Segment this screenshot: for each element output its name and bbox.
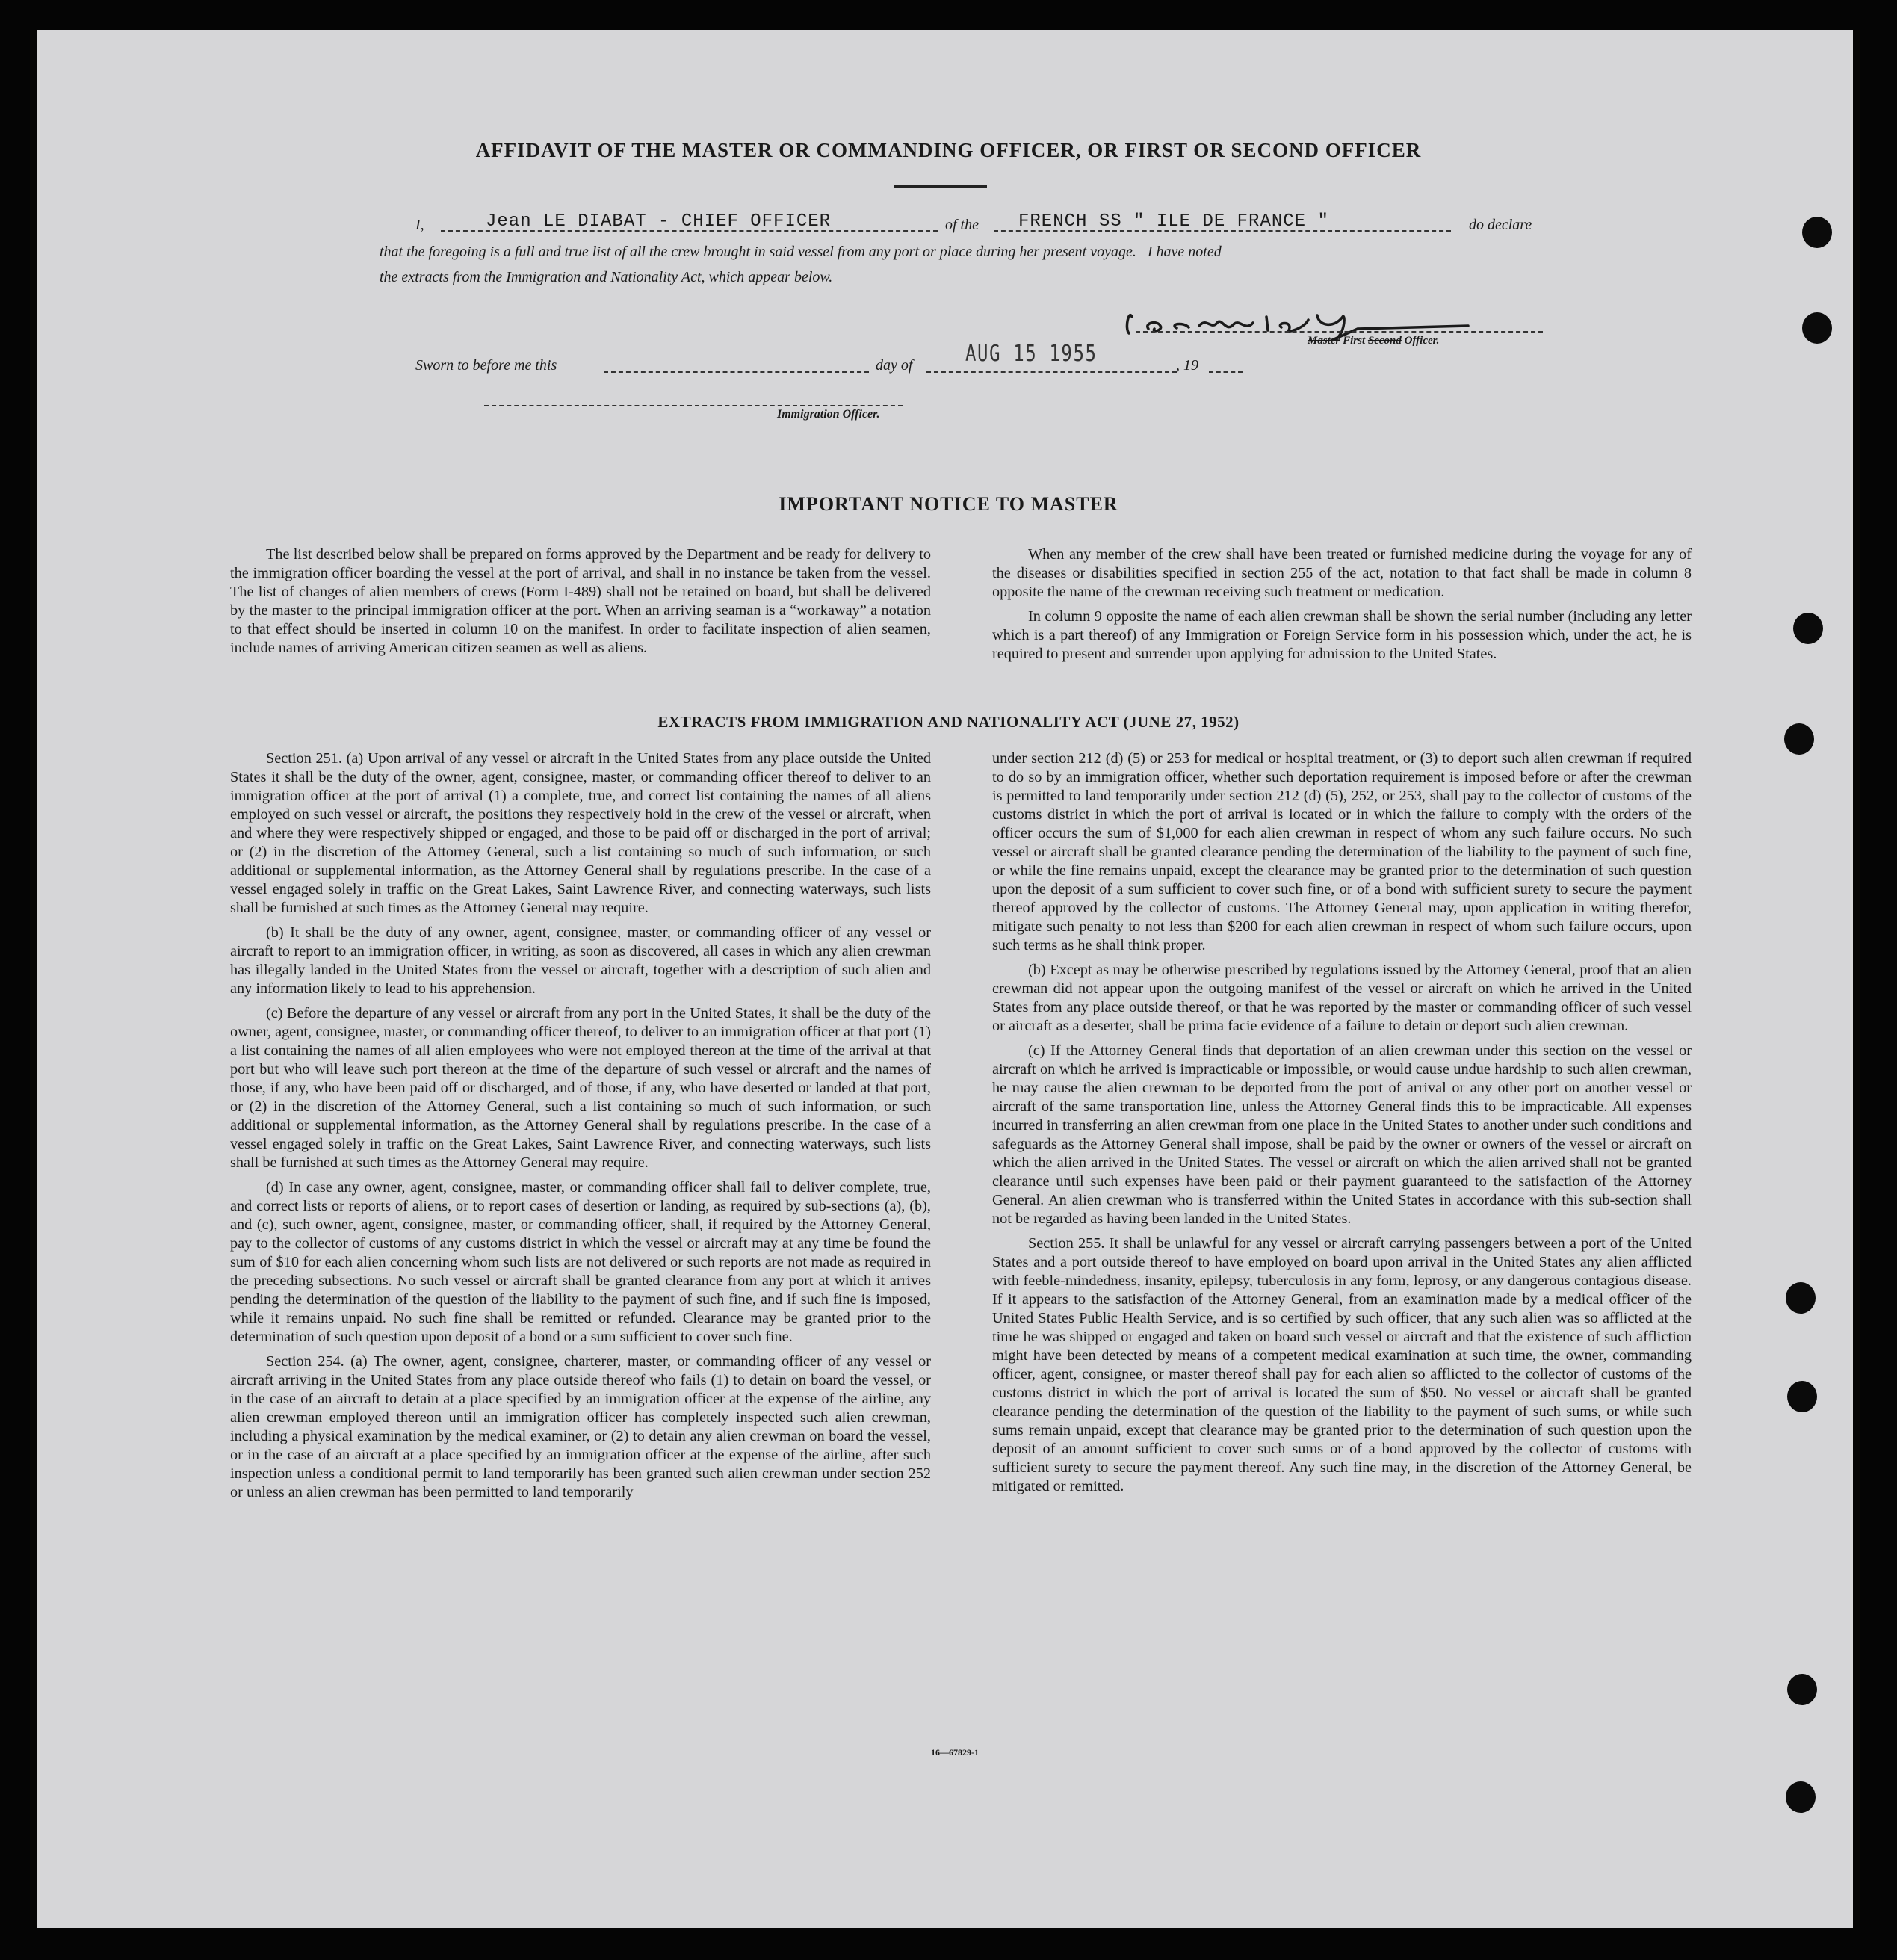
notice-title: IMPORTANT NOTICE TO MASTER bbox=[779, 493, 1118, 515]
extracts-left-column bbox=[230, 749, 931, 1508]
sworn-label: Sworn to before me this bbox=[415, 357, 557, 374]
notice-paragraph: In column 9 opposite the name of each alien crewman shall be shown the serial number (including any letter which is a part thereof) of any Immigration or Foreign Service form in his possession which, under the act, he is required to present and surrender upon applying for admission to the United States. bbox=[992, 608, 1692, 662]
declaration-line-2: that the foregoing is a full and true list of all the crew brought in said vessel from any port or place during her present voyage. I have noted bbox=[380, 244, 1222, 260]
punch-hole bbox=[1802, 312, 1832, 344]
notice-right-column bbox=[992, 545, 1692, 670]
first-label: First bbox=[1343, 335, 1366, 347]
punch-hole bbox=[1787, 1674, 1817, 1705]
act-section-paragraph: (b) Except as may be otherwise prescribed by regulations issued by the Attorney General, proof that an alien crewman did not appear upon the outgoing manifest of the vessel or aircraft on which he arrived in the United States from any place outside thereof, or that he was reported by the master or commanding officer of such vessel or aircraft as a deserter, shall be prima facie evidence of a failure to detain or deport such alien crewman. bbox=[992, 962, 1692, 1034]
struck-second: Second bbox=[1367, 335, 1402, 347]
act-section-paragraph: Section 255. It shall be unlawful for any vessel or aircraft carrying passengers between a port of the United States and a port outside thereof to have employed on board upon arrival in the United States any alien afflicted with feeble-mindedness, insanity, epilepsy, tuberculosis in any form, leprosy, or any dangerous contagious disease. If it appears to the satisfaction of the Attorney General, from an examination made by a medical officer of the United States Public Health Service, and is so certified by such officer, that any such alien was so afflicted at the time he was shipped or engaged and taken on board such vessel or aircraft and that the existence of such affliction might have been detected by means of a competent medical examination at such time, the owner, commanding officer, agent, consignee, or master thereof shall pay for each alien so afflicted to the collector of customs of the customs district in which the port of arrival is located the sum of $50. No vessel or aircraft shall be granted clearance pending the determination of the question of the liability to the payment of such sums, or while such sums remain unpaid, except that clearance may be granted prior to the determination of such question upon the deposit of an amount sufficient to cover such sums or of a bond approved by the collector of customs with sufficient surety to secure the payment thereof. Any such fine may, in the discretion of the Attorney General, be mitigated or remitted. bbox=[992, 1235, 1692, 1494]
extracts-right-column bbox=[992, 749, 1692, 1502]
year-prefix: , 19 bbox=[1176, 357, 1198, 374]
sworn-month-line bbox=[926, 371, 1177, 373]
act-section-paragraph: (b) It shall be the duty of any owner, agent, consignee, master, or commanding officer of any vessel or aircraft to report to an immigration officer, in writing, as soon as discovered, all cases in which any alien crewman has illegally landed in the United States from the vessel or aircraft, together with a description of such alien and any information likely to lead to his apprehension. bbox=[230, 924, 931, 997]
extracts-title: EXTRACTS FROM IMMIGRATION AND NATIONALITY ACT (JUNE 27, 1952) bbox=[657, 713, 1240, 731]
notice-paragraph: The list described below shall be prepared on forms approved by the Department and be ready for delivery to the immigration officer boarding the vessel at the port of arrival, and shall in no instance be taken from the vessel. The list of changes of alien members of crews (Form I-489) shall not be retained on board, but shall be delivered by the master to the principal immigration officer at the port. When an arriving seaman is a “workaway” a notation to that effect should be inserted in column 10 on the manifest. In order to facilitate inspection of alien seamen, include names of arriving American citizen seamen as well as aliens. bbox=[230, 546, 931, 656]
punch-hole bbox=[1787, 1381, 1817, 1412]
punch-hole bbox=[1802, 217, 1832, 248]
officer-label: Officer. bbox=[1404, 335, 1440, 347]
declaration-line-3: the extracts from the Immigration and Nationality Act, which appear below. bbox=[380, 269, 833, 285]
year-line bbox=[1209, 371, 1243, 373]
signer-title bbox=[1308, 335, 1439, 347]
act-section-paragraph: (c) Before the departure of any vessel or aircraft from any port in the United States, it shall be the duty of the owner, agent, consignee, master, or commanding officer thereof, to deliver to an immigration officer at that port (1) a list containing the names of all alien employees who were not employed thereon at the time of the arrival at that port but who will leave such port thereon at the time of the departure of such vessel or aircraft and the names of those, if any, who have been paid off or discharged, and of those, if any, who have deserted or landed at that port, or (2) in the discretion of the Attorney General, such a list containing so much of such information, or such additional or supplemental information, as the Attorney General shall by regulations prescribe. In the case of a vessel engaged solely in traffic on the Great Lakes, Saint Lawrence River, and connecting waterways, such lists shall be furnished at such times as the Attorney General may require. bbox=[230, 1005, 931, 1171]
title-rule bbox=[894, 185, 987, 188]
punch-hole bbox=[1786, 1282, 1816, 1314]
act-section-paragraph: (d) In case any owner, agent, consignee, master, or commanding officer shall fail to deliver complete, true, and correct lists or reports of aliens, or to report cases of desertion or landing, as required by sub-sections (a), (b), and (c), such owner, agent, consignee, master, or commanding officer, shall, if required by the Attorney General, pay to the collector of customs of any customs district in which the vessel or aircraft may at any time be found the sum of $10 for each alien concerning whom such lists are not delivered or such reports are not made as required in the preceding subsections. No such vessel or aircraft shall be granted clearance from any port at which it arrives pending the determination of the question of the liability to the payment of such fine, and if such fine is imposed, while it remains unpaid. No such fine shall be remitted or refunded. Clearance may be granted prior to the determination of such question upon deposit of a bond or a sum sufficient to cover such fine. bbox=[230, 1179, 931, 1345]
struck-master: Master bbox=[1308, 335, 1340, 347]
officer-name-field: Jean LE DIABAT - CHIEF OFFICER bbox=[486, 211, 832, 232]
act-section-paragraph: (c) If the Attorney General finds that deportation of an alien crewman under this section on the vessel or aircraft on which he arrived is impracticable or impossible, or would cause undue hardship to such alien crewman, he may cause the alien crewman to be deported from the port of arrival or any other port on another vessel or aircraft of the same transportation line, unless the Attorney General finds this to be impracticable. All expenses incurred in transferring an alien crewman from one place in the United States to another under such conditions and safeguards as the Attorney General shall impose, shall be paid by the owner or owners of the vessel or aircraft on which the alien arrived in the United States. The vessel or aircraft on which the alien arrived shall not be granted clearance until such expenses have been paid or their payment guaranteed to the satisfaction of the Attorney General. An alien crewman who is transferred within the United States in accordance with this sub-section shall not be regarded as having been landed in the United States. bbox=[992, 1042, 1692, 1227]
do-declare-label: do declare bbox=[1469, 217, 1532, 233]
signature-line bbox=[1136, 331, 1543, 333]
day-of-label: day of bbox=[876, 357, 913, 374]
act-section-paragraph: Section 254. (a) The owner, agent, consignee, charterer, master, or commanding officer of any vessel or aircraft arriving in the United States from any place outside thereof who fails (1) to detain on board the vessel, or in the case of an aircraft to detain at a place specified by an immigration officer at the expense of the airline, any alien crewman employed thereon until an immigration officer has completely inspected such alien crewman, including a physical examination by the medical examiner, or (2) to detain any alien crewman on board the vessel, or in the case of an aircraft at a place specified by an immigration officer at the expense of the airline, after such inspection unless a conditional permit to land temporarily has been granted such alien crewman under section 252 or unless an alien crewman has been permitted to land temporarily bbox=[230, 1353, 931, 1500]
act-section-paragraph: under section 212 (d) (5) or 253 for medical or hospital treatment, or (3) to deport such alien crewman if required to do so by an immigration officer, whether such deportation requirement is imposed before or after the crewman is permitted to land temporarily under section 212 (d) (5), 252, or 253, shall pay to the collector of customs of the customs district in which the port of arrival is located or in which the failure to comply with the orders of the officer occurs the sum of $1,000 for each alien crewman in respect of whom any such failure occurs. No such vessel or aircraft shall be granted clearance pending the determination of the liability to the payment of such fine, or while the fine remains unpaid, except the clearance may be granted prior to the determination of such question upon the deposit of a sum sufficient to cover such fine, or of a bond with sufficient surety to secure the payment thereof approved by the collector of customs. The Attorney General may, upon application in writing therefor, mitigate such penalty to not less than $200 for each alien crewman in respect of whom such failure occurs, upon such terms as he shall think proper. bbox=[992, 750, 1692, 953]
sworn-day-line bbox=[604, 371, 869, 373]
date-stamp: AUG 15 1955 bbox=[965, 341, 1098, 367]
notice-left-column bbox=[230, 545, 931, 664]
form-number: 16—67829-1 bbox=[931, 1747, 979, 1757]
declaration-prefix: I, bbox=[415, 217, 424, 233]
immigration-officer-label: Immigration Officer. bbox=[777, 408, 880, 421]
notice-paragraph: When any member of the crew shall have been treated or furnished medicine during the voyage for any of the diseases or disabilities specified in section 255 of the act, notation to that fact shall be made in column 8 opposite the name of the crewman receiving such treatment or medication. bbox=[992, 546, 1692, 600]
vessel-name-field: FRENCH SS " ILE DE FRANCE " bbox=[1018, 211, 1329, 232]
punch-hole bbox=[1793, 613, 1823, 644]
act-section-paragraph: Section 251. (a) Upon arrival of any vessel or aircraft in the United States from any place outside the United States it shall be the duty of the owner, agent, consignee, master, or commanding officer thereof to deliver to an immigration officer at the port of arrival (1) a complete, true, and correct list containing the names of all aliens employed on such vessel or aircraft, the positions they respectively hold in the crew of the vessel or aircraft, when and where they were respectively shipped or engaged, and those to be paid off or discharged in the port of arrival; or (2) in the discretion of the Attorney General, such a list containing so much of such information, or such additional or supplemental information, as the Attorney General shall by regulations prescribe. In the case of a vessel engaged solely in traffic on the Great Lakes, Saint Lawrence River, and connecting waterways, such lists shall be furnished at such times as the Attorney General may require. bbox=[230, 750, 931, 916]
immigration-officer-line bbox=[484, 405, 903, 406]
affidavit-title: AFFIDAVIT OF THE MASTER OR COMMANDING OFFICER, OR FIRST OR SECOND OFFICER bbox=[475, 139, 1422, 161]
of-the-label: of the bbox=[945, 217, 979, 233]
punch-hole bbox=[1786, 1781, 1816, 1813]
